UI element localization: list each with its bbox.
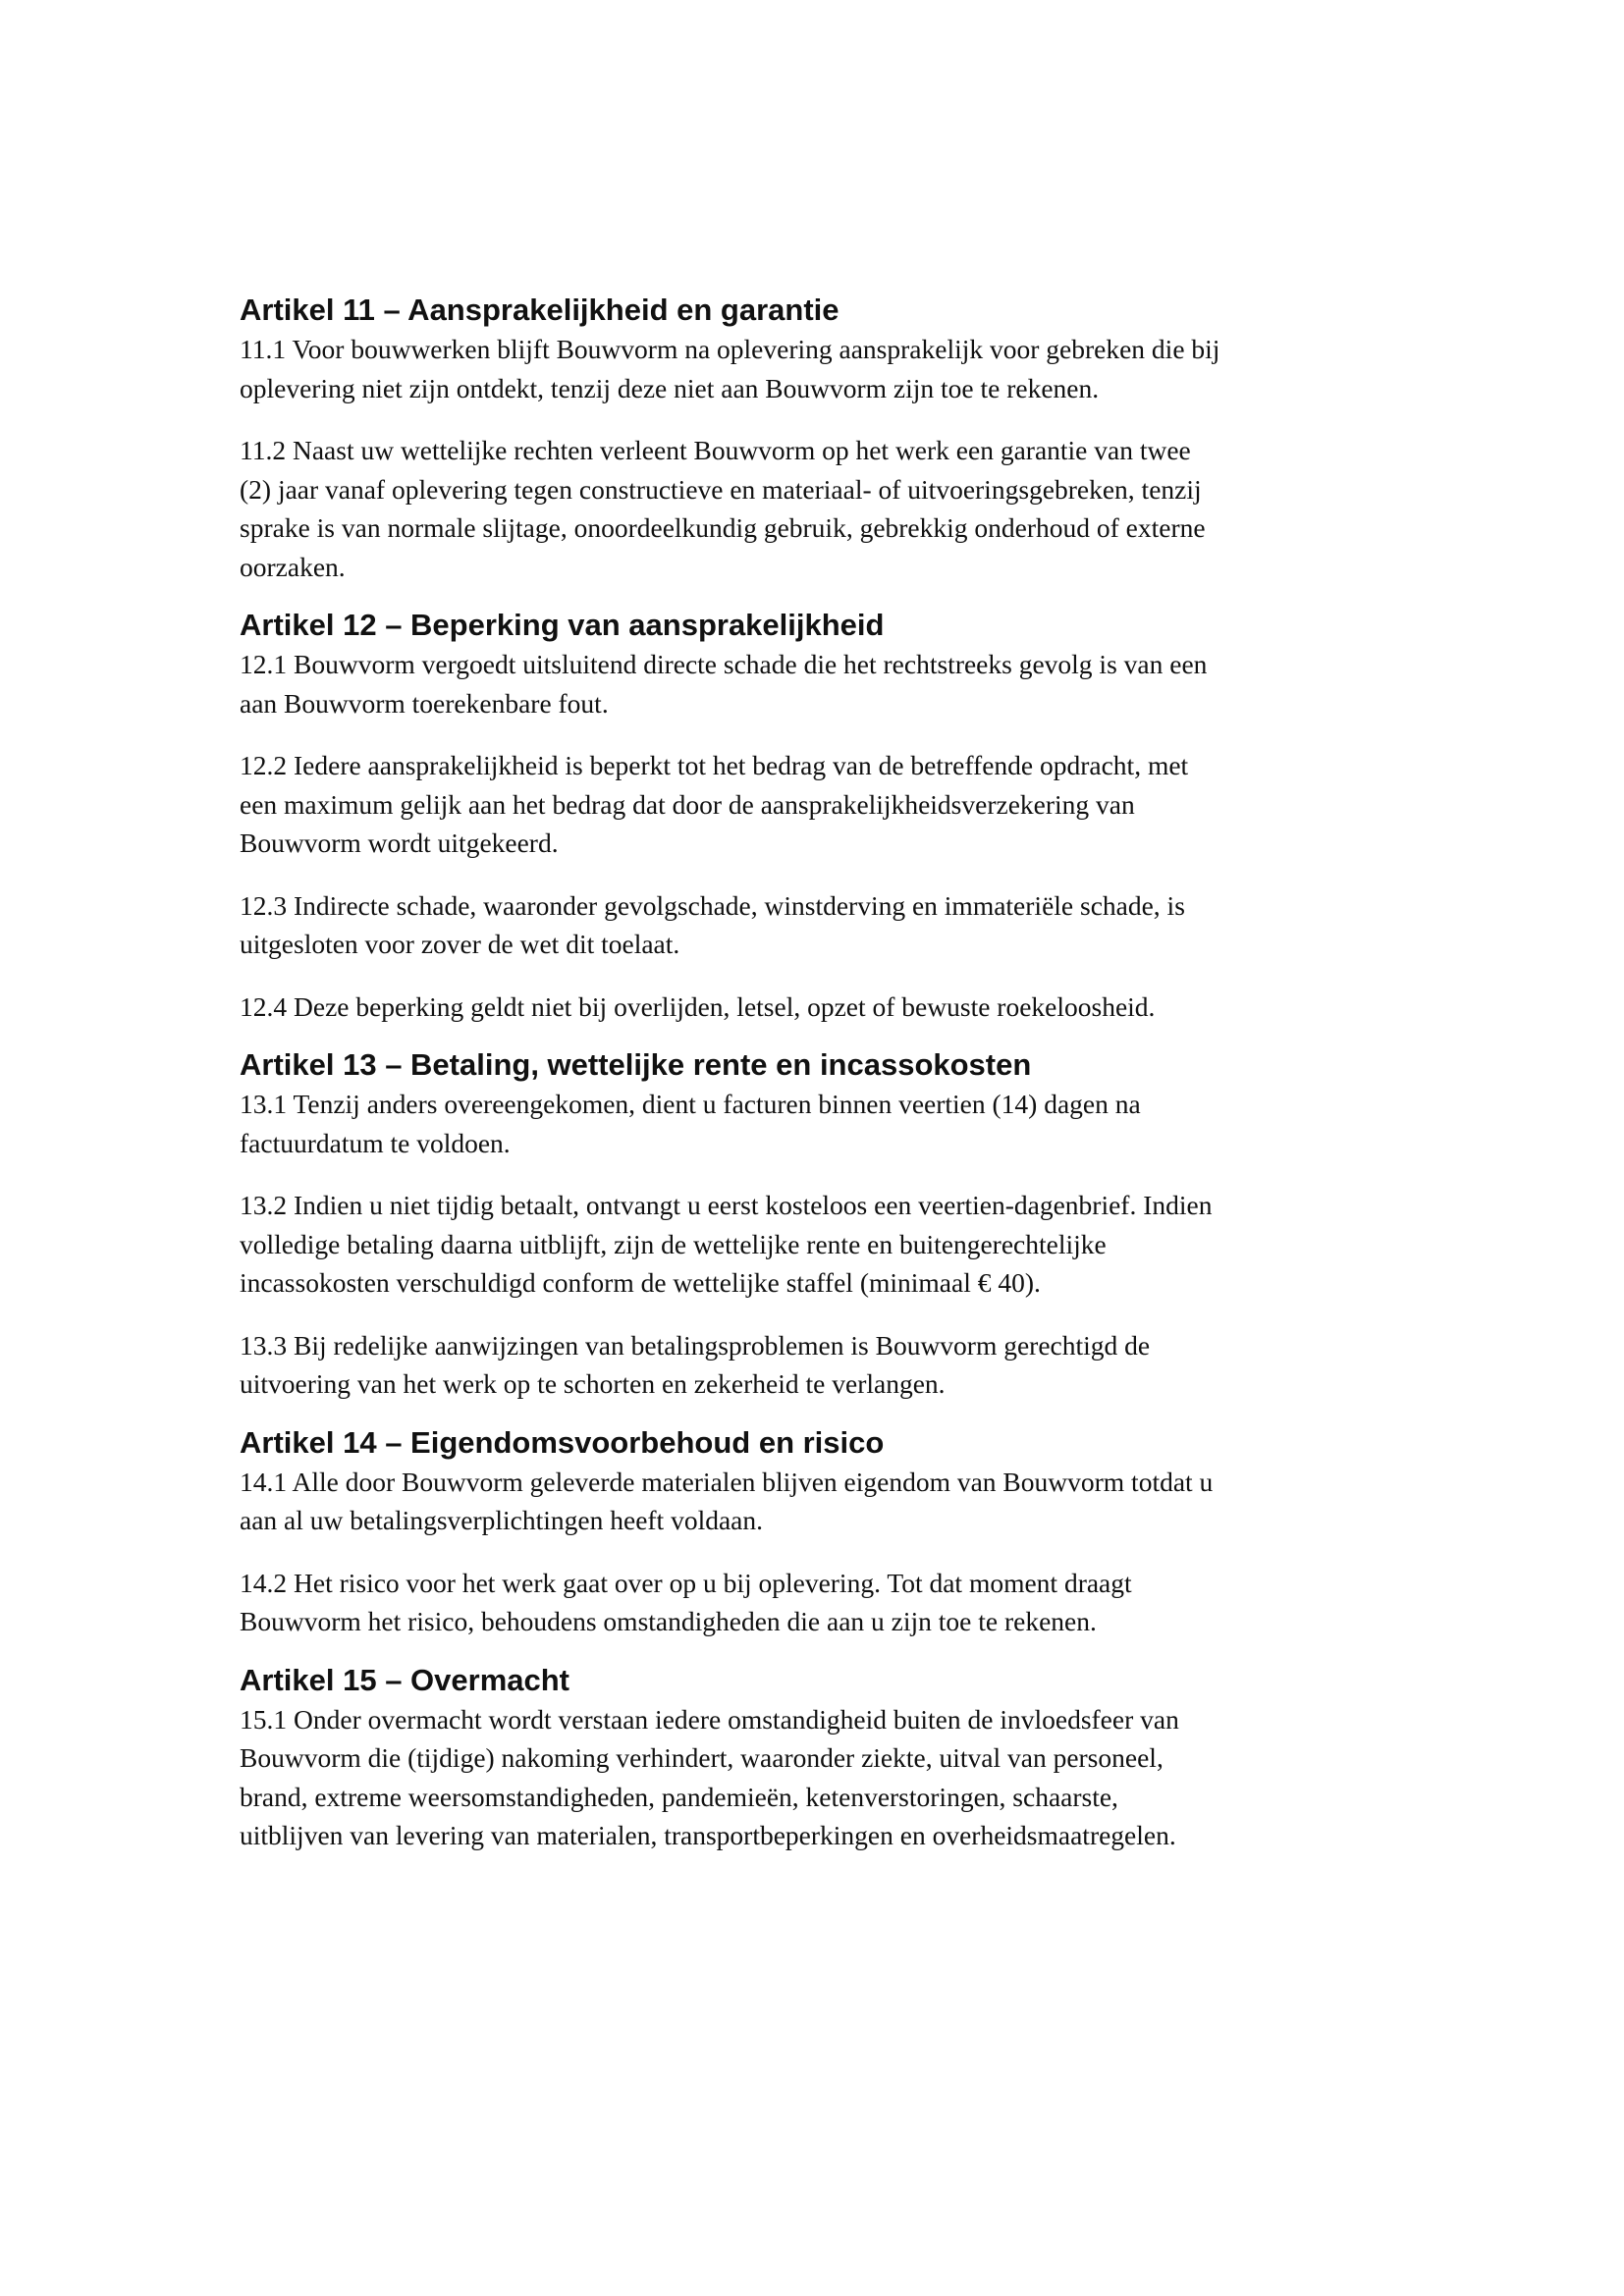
- text-line: aan Bouwvorm toerekenbare fout.: [240, 687, 609, 719]
- article-heading: Artikel 14 – Eigendomsvoorbehoud en risico: [240, 1424, 885, 1460]
- paragraph-12-1: [240, 645, 1390, 722]
- paragraph-12-4: [240, 988, 1390, 1027]
- text-line: 12.4 Deze beperking geldt niet bij overlijden, letsel, opzet of bewuste roekeloosheid.: [240, 990, 1156, 1022]
- text-line: Bouwvorm die (tijdige) nakoming verhindert, waaronder ziekte, uitval van personeel,: [240, 1742, 1164, 1773]
- paragraph-11-1: [240, 330, 1390, 407]
- paragraph-13-3: [240, 1326, 1390, 1404]
- text-line: (2) jaar vanaf oplevering tegen constructieve en materiaal- of uitvoeringsgebreken, tenzij: [240, 473, 1202, 505]
- article-heading: Artikel 15 – Overmacht: [240, 1662, 570, 1697]
- text-line: sprake is van normale slijtage, onoordeelkundig gebruik, gebrekkig onderhoud of externe: [240, 512, 1206, 543]
- text-line: 14.2 Het risico voor het werk gaat over op u bij oplevering. Tot dat moment draagt: [240, 1567, 1132, 1598]
- paragraph-11-2: [240, 431, 1390, 586]
- text-line: uitblijven van levering van materialen, transportbeperkingen en overheidsmaatregelen.: [240, 1820, 1176, 1850]
- text-line: 11.2 Naast uw wettelijke rechten verleent Bouwvorm op het werk een garantie van twee: [240, 435, 1191, 465]
- text-line: aan al uw betalingsverplichtingen heeft voldaan.: [240, 1505, 764, 1535]
- text-line: 15.1 Onder overmacht wordt verstaan iedere omstandigheid buiten de invloedsfeer van: [240, 1703, 1179, 1735]
- text-line: 12.3 Indirecte schade, waaronder gevolgschade, winstderving en immateriële schade, is: [240, 889, 1185, 921]
- text-line: 13.2 Indien u niet tijdig betaalt, ontvangt u eerst kosteloos een veertien-dagenbrief. Indien: [240, 1190, 1213, 1220]
- paragraph-13-1: [240, 1085, 1390, 1162]
- article-12: [240, 606, 1390, 1026]
- text-line: uitvoering van het werk op te schorten en zekerheid te verlangen.: [240, 1368, 946, 1399]
- text-line: volledige betaling daarna uitblijft, zijn de wettelijke rente en buitengerechtelijke: [240, 1228, 1107, 1259]
- text-line: 11.1 Voor bouwwerken blijft Bouwvorm na oplevering aansprakelijk voor gebreken die bij: [240, 334, 1220, 364]
- paragraph-15-1: [240, 1700, 1390, 1855]
- text-line: 14.1 Alle door Bouwvorm geleverde materialen blijven eigendom van Bouwvorm totdat u: [240, 1466, 1214, 1497]
- text-line: Bouwvorm wordt uitgekeerd.: [240, 828, 559, 858]
- article-13: [240, 1045, 1390, 1404]
- paragraph-14-1: [240, 1463, 1390, 1540]
- article-14: [240, 1423, 1390, 1641]
- text-line: brand, extreme weersomstandigheden, pandemieën, ketenverstoringen, schaarste,: [240, 1781, 1118, 1812]
- paragraph-13-2: [240, 1186, 1390, 1303]
- text-line: incassokosten verschuldigd conform de wettelijke staffel (minimaal € 40).: [240, 1267, 1041, 1298]
- document-page: [240, 291, 1390, 1855]
- article-heading: Artikel 11 – Aansprakelijkheid en garantie: [240, 293, 839, 327]
- text-line: 12.1 Bouwvorm vergoedt uitsluitend directe schade die het rechtstreeks gevolg is van een: [240, 649, 1208, 679]
- text-line: 12.2 Iedere aansprakelijkheid is beperkt tot het bedrag van de betreffende opdracht, met: [240, 750, 1189, 780]
- article-15: [240, 1661, 1390, 1855]
- article-heading: Artikel 12 – Beperking van aansprakelijkheid: [240, 608, 885, 642]
- paragraph-12-2: [240, 746, 1390, 863]
- text-line: 13.1 Tenzij anders overeengekomen, dient u facturen binnen veertien (14) dagen na: [240, 1089, 1141, 1119]
- text-line: een maximum gelijk aan het bedrag dat door de aansprakelijkheidsverzekering van: [240, 788, 1135, 820]
- text-line: oplevering niet zijn ontdekt, tenzij deze niet aan Bouwvorm zijn toe te rekenen.: [240, 372, 1100, 403]
- article-heading: Artikel 13 – Betaling, wettelijke rente en incassokosten: [240, 1047, 1032, 1082]
- paragraph-14-2: [240, 1564, 1390, 1641]
- text-line: factuurdatum te voldoen.: [240, 1127, 511, 1158]
- paragraph-12-3: [240, 886, 1390, 964]
- text-line: Bouwvorm het risico, behoudens omstandigheden die aan u zijn toe te rekenen.: [240, 1606, 1097, 1636]
- article-11: [240, 291, 1390, 586]
- text-line: oorzaken.: [240, 551, 346, 582]
- text-line: 13.3 Bij redelijke aanwijzingen van betalingsproblemen is Bouwvorm gerechtigd de: [240, 1329, 1151, 1361]
- text-line: uitgesloten voor zover de wet dit toelaat.: [240, 929, 680, 959]
